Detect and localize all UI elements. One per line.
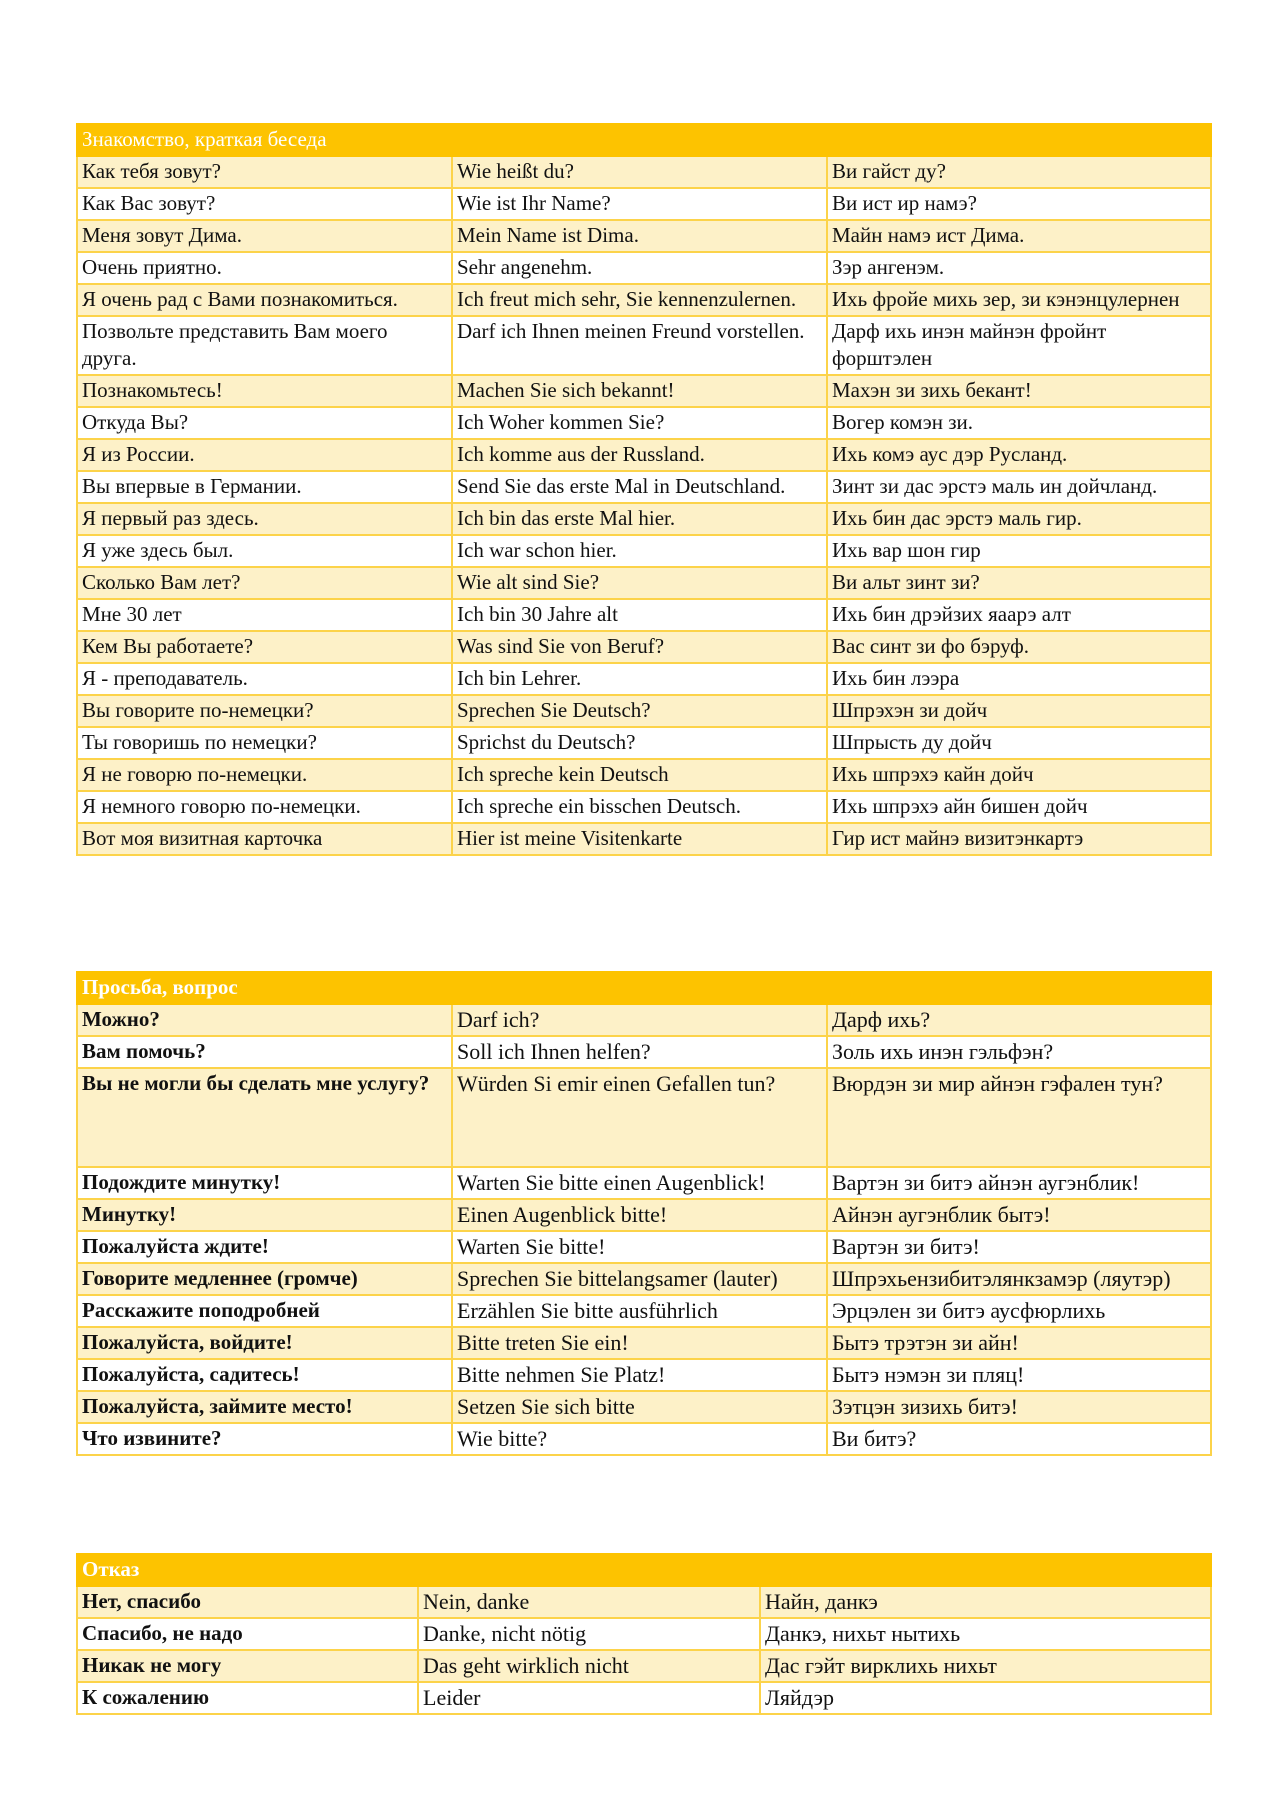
table-row [77, 503, 1211, 535]
german-phrase: Ich war schon hier. [452, 535, 827, 567]
transliteration: Ихь бин лээра [827, 663, 1211, 695]
russian-phrase: Мне 30 лет [77, 599, 452, 631]
russian-phrase: Как Вас зовут? [77, 188, 452, 220]
german-phrase: Wie ist Ihr Name? [452, 188, 827, 220]
transliteration: Ихь вар шон гир [827, 535, 1211, 567]
transliteration: Ви альт зинт зи? [827, 567, 1211, 599]
transliteration: Махэн зи зихь бекант! [827, 375, 1211, 407]
russian-phrase: Пожалуйста, войдите! [77, 1327, 452, 1359]
table-row [77, 1586, 1211, 1618]
russian-phrase: Я из России. [77, 439, 452, 471]
table-row [77, 1618, 1211, 1650]
transliteration: Данкэ, нихьт нытихь [760, 1618, 1211, 1650]
table-row [77, 535, 1211, 567]
german-phrase: Warten Sie bitte! [452, 1231, 827, 1263]
german-phrase: Darf ich Ihnen meinen Freund vorstellen. [452, 316, 827, 375]
table-row [77, 1263, 1211, 1295]
table-row [77, 1068, 1211, 1167]
table-row [77, 695, 1211, 727]
german-phrase: Danke, nicht nötig [418, 1618, 760, 1650]
table-row [77, 1004, 1211, 1036]
section-title: Знакомство, краткая беседа [77, 124, 1211, 156]
german-phrase: Hier ist meine Visitenkarte [452, 823, 827, 855]
russian-phrase: Как тебя зовут? [77, 156, 452, 188]
table-row [77, 1295, 1211, 1327]
german-phrase: Mein Name ist Dima. [452, 220, 827, 252]
german-phrase: Wie alt sind Sie? [452, 567, 827, 599]
german-phrase: Darf ich? [452, 1004, 827, 1036]
russian-phrase: Очень приятно. [77, 252, 452, 284]
transliteration: Зинт зи дас эрстэ маль ин дойчланд. [827, 471, 1211, 503]
table-row [77, 759, 1211, 791]
russian-phrase: Позвольте представить Вам моего друга. [77, 316, 452, 375]
german-phrase: Leider [418, 1682, 760, 1714]
russian-phrase: Вы впервые в Германии. [77, 471, 452, 503]
transliteration: Ихь шпрэхэ кайн дойч [827, 759, 1211, 791]
russian-phrase: Никак не могу [77, 1650, 418, 1682]
transliteration: Бытэ нэмэн зи пляц! [827, 1359, 1211, 1391]
german-phrase: Was sind Sie von Beruf? [452, 631, 827, 663]
german-phrase: Nein, danke [418, 1586, 760, 1618]
german-phrase: Ich bin Lehrer. [452, 663, 827, 695]
transliteration: Дарф ихь инэн майнэн фройнт форштэлен [827, 316, 1211, 375]
transliteration: Айнэн аугэнблик бытэ! [827, 1199, 1211, 1231]
german-phrase: Soll ich Ihnen helfen? [452, 1036, 827, 1068]
table-row [77, 1167, 1211, 1199]
table-row [77, 1199, 1211, 1231]
table-row [77, 567, 1211, 599]
german-phrase: Ich freut mich sehr, Sie kennenzulernen. [452, 284, 827, 316]
table-row [77, 631, 1211, 663]
table-row [77, 1359, 1211, 1391]
russian-phrase: Меня зовут Дима. [77, 220, 452, 252]
table-row [77, 1682, 1211, 1714]
table-row [77, 252, 1211, 284]
transliteration: Вартэн зи битэ! [827, 1231, 1211, 1263]
russian-phrase: Нет, спасибо [77, 1586, 418, 1618]
transliteration: Найн, данкэ [760, 1586, 1211, 1618]
german-phrase: Ich bin das erste Mal hier. [452, 503, 827, 535]
german-phrase: Ich spreche ein bisschen Deutsch. [452, 791, 827, 823]
russian-phrase: Откуда Вы? [77, 407, 452, 439]
table-row [77, 156, 1211, 188]
russian-phrase: Кем Вы работаете? [77, 631, 452, 663]
russian-phrase: Я не говорю по-немецки. [77, 759, 452, 791]
transliteration: Зэтцэн зизихь битэ! [827, 1391, 1211, 1423]
german-phrase: Ich spreche kein Deutsch [452, 759, 827, 791]
phrase-table-introductions [76, 123, 1212, 856]
russian-phrase: Я немного говорю по-немецки. [77, 791, 452, 823]
table-row [77, 1327, 1211, 1359]
german-phrase: Send Sie das erste Mal in Deutschland. [452, 471, 827, 503]
transliteration: Ихь фройе михь зер, зи кэнэнцулернен [827, 284, 1211, 316]
table-row [77, 823, 1211, 855]
russian-phrase: Вы не могли бы сделать мне услугу? [77, 1068, 452, 1167]
german-phrase: Wie heißt du? [452, 156, 827, 188]
russian-phrase: Минутку! [77, 1199, 452, 1231]
transliteration: Ихь бин дас эрстэ маль гир. [827, 503, 1211, 535]
german-phrase: Bitte treten Sie ein! [452, 1327, 827, 1359]
table-row [77, 791, 1211, 823]
transliteration: Ви гайст ду? [827, 156, 1211, 188]
russian-phrase: Расскажите поподробней [77, 1295, 452, 1327]
table-row [77, 316, 1211, 375]
table-row [77, 407, 1211, 439]
table-row [77, 471, 1211, 503]
table-row [77, 1423, 1211, 1455]
table-row [77, 1650, 1211, 1682]
german-phrase: Sprichst du Deutsch? [452, 727, 827, 759]
transliteration: Вюрдэн зи мир айнэн гэфален тун? [827, 1068, 1211, 1167]
russian-phrase: Я очень рад с Вами познакомиться. [77, 284, 452, 316]
russian-phrase: Вам помочь? [77, 1036, 452, 1068]
russian-phrase: Вы говорите по-немецки? [77, 695, 452, 727]
german-phrase: Sehr angenehm. [452, 252, 827, 284]
transliteration: Эрцэлен зи битэ аусфюрлихь [827, 1295, 1211, 1327]
transliteration: Ихь комэ аус дэр Русланд. [827, 439, 1211, 471]
german-phrase: Warten Sie bitte einen Augenblick! [452, 1167, 827, 1199]
german-phrase: Einen Augenblick bitte! [452, 1199, 827, 1231]
german-phrase: Machen Sie sich bekannt! [452, 375, 827, 407]
german-phrase: Das geht wirklich nicht [418, 1650, 760, 1682]
table-row [77, 663, 1211, 695]
russian-phrase: Познакомьтесь! [77, 375, 452, 407]
transliteration: Зэр ангенэм. [827, 252, 1211, 284]
russian-phrase: Пожалуйста, садитесь! [77, 1359, 452, 1391]
german-phrase: Ich Woher kommen Sie? [452, 407, 827, 439]
russian-phrase: Сколько Вам лет? [77, 567, 452, 599]
russian-phrase: Ты говоришь по немецки? [77, 727, 452, 759]
russian-phrase: Можно? [77, 1004, 452, 1036]
transliteration: Ихь шпрэхэ айн бишен дойч [827, 791, 1211, 823]
german-phrase: Sprechen Sie bittelangsamer (lauter) [452, 1263, 827, 1295]
transliteration: Золь ихь инэн гэльфэн? [827, 1036, 1211, 1068]
table-row [77, 727, 1211, 759]
german-phrase: Wie bitte? [452, 1423, 827, 1455]
russian-phrase: Вот моя визитная карточка [77, 823, 452, 855]
german-phrase: Ich komme aus der Russland. [452, 439, 827, 471]
german-phrase: Erzählen Sie bitte ausführlich [452, 1295, 827, 1327]
transliteration: Гир ист майнэ визитэнкартэ [827, 823, 1211, 855]
russian-phrase: Я - преподаватель. [77, 663, 452, 695]
transliteration: Вартэн зи битэ айнэн аугэнблик! [827, 1167, 1211, 1199]
table-row [77, 1391, 1211, 1423]
russian-phrase: Пожалуйста ждите! [77, 1231, 452, 1263]
transliteration: Ви битэ? [827, 1423, 1211, 1455]
phrase-table-requests [76, 971, 1212, 1456]
german-phrase: Bitte nehmen Sie Platz! [452, 1359, 827, 1391]
german-phrase: Setzen Sie sich bitte [452, 1391, 827, 1423]
transliteration: Бытэ трэтэн зи айн! [827, 1327, 1211, 1359]
transliteration: Шпрэхьензибитэлянкзамэр (ляутэр) [827, 1263, 1211, 1295]
table-row [77, 375, 1211, 407]
table-row [77, 1231, 1211, 1263]
table-row [77, 439, 1211, 471]
russian-phrase: К сожалению [77, 1682, 418, 1714]
phrase-table-refusal [76, 1553, 1212, 1715]
table-row [77, 599, 1211, 631]
table-row [77, 220, 1211, 252]
transliteration: Ихь бин дрэйзих яаарэ алт [827, 599, 1211, 631]
german-phrase: Ich bin 30 Jahre alt [452, 599, 827, 631]
transliteration: Ви ист ир намэ? [827, 188, 1211, 220]
russian-phrase: Я первый раз здесь. [77, 503, 452, 535]
german-phrase: Würden Si emir einen Gefallen tun? [452, 1068, 827, 1167]
transliteration: Майн намэ ист Дима. [827, 220, 1211, 252]
table-row [77, 284, 1211, 316]
table-row [77, 188, 1211, 220]
russian-phrase: Говорите медленнее (громче) [77, 1263, 452, 1295]
russian-phrase: Пожалуйста, займите место! [77, 1391, 452, 1423]
russian-phrase: Подождите минутку! [77, 1167, 452, 1199]
transliteration: Шпрысть ду дойч [827, 727, 1211, 759]
german-phrase: Sprechen Sie Deutsch? [452, 695, 827, 727]
transliteration: Вогер комэн зи. [827, 407, 1211, 439]
transliteration: Ляйдэр [760, 1682, 1211, 1714]
transliteration: Шпрэхэн зи дойч [827, 695, 1211, 727]
russian-phrase: Что извините? [77, 1423, 452, 1455]
table-row [77, 1036, 1211, 1068]
section-title: Просьба, вопрос [77, 972, 1211, 1004]
transliteration: Вас синт зи фо бэруф. [827, 631, 1211, 663]
transliteration: Дас гэйт вирклихь нихьт [760, 1650, 1211, 1682]
section-title: Отказ [77, 1554, 1211, 1586]
transliteration: Дарф ихь? [827, 1004, 1211, 1036]
russian-phrase: Я уже здесь был. [77, 535, 452, 567]
russian-phrase: Спасибо, не надо [77, 1618, 418, 1650]
